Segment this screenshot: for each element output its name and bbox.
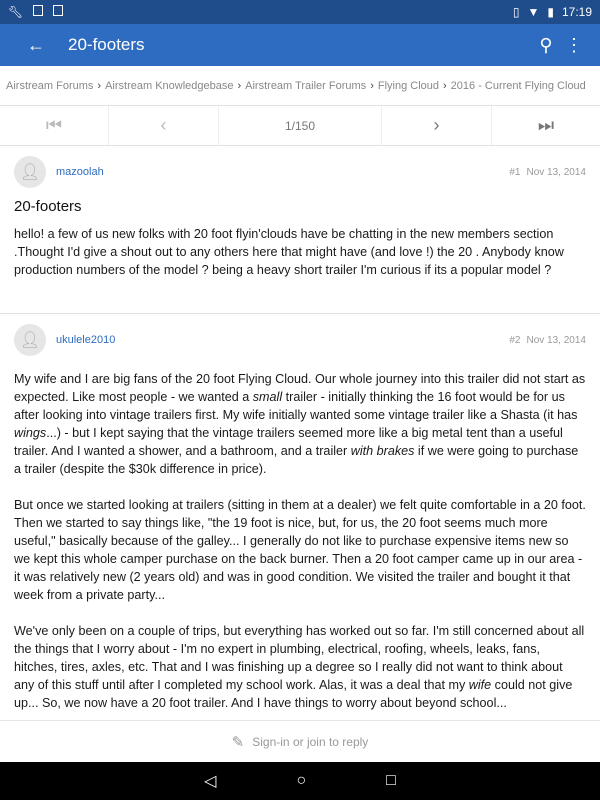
next-page-button[interactable] (382, 106, 492, 145)
breadcrumb-item[interactable]: Airstream Trailer Forums (245, 79, 367, 92)
page-indicator: 1/150 (284, 118, 316, 133)
image-icon (33, 5, 43, 16)
avatar[interactable]: 👤︎ (14, 324, 46, 356)
breadcrumb-item[interactable]: 2016 - Current Flying Cloud (450, 79, 586, 92)
first-page-button[interactable] (0, 106, 109, 145)
reply-bar[interactable] (0, 720, 600, 762)
pencil-icon: ✎ (231, 733, 245, 751)
text-segment: ...) - but I kept saying that the vintage trailers seemed more like a big metal tent than a useful trailer. And I wanted a shower, and a bathroom, and a trailer (14, 426, 563, 458)
text-segment: But once we started looking at trailers (sitting in them at a dealer) we felt quite comfortable in a 20 foot. Then we started to say things like, "the 19 foot is nice, but, for us, the 20 foot seems much more useful," basically because of the galley... I generally do not like to purchase expensive items new so we kept this whole camper purchase on the back burner. Then a 20 foot camper came up in our area - it was relatively new (2 years old) and was in good condition. We visited the trailer and bought it that week from a private party... (14, 498, 586, 602)
post-paragraph (14, 370, 586, 478)
home-icon[interactable]: ○ (296, 772, 307, 789)
avatar[interactable]: 👤︎ (14, 156, 46, 188)
page-title: 20-footers (68, 35, 145, 54)
more-options-icon[interactable]: ⋮ (565, 34, 583, 55)
first-page-icon: ⏮︎ (45, 115, 63, 135)
chevron-left-icon: ‹ (160, 115, 167, 135)
app-toolbar (0, 24, 600, 66)
text-segment: My wife and I are big fans of the 20 foot Flying Cloud. Our whole journey into this trailer did not start as expected. Like most people - we wanted a (14, 372, 586, 404)
download-icon (53, 5, 63, 16)
status-bar (0, 0, 600, 24)
text-segment: hello! a few of us new folks with 20 foot flyin'clouds have be chatting in the new members section .Thought I'd give a shout out to any others here that might have (and love !) the 20 . Anybody know production numbers of the model ? being a heavy short trailer I'm curious if its a popular model ? (14, 227, 564, 277)
post-list (0, 146, 600, 731)
recents-icon[interactable]: □ (386, 772, 396, 789)
post-paragraph (14, 622, 586, 712)
post-title: 20-footers (14, 198, 82, 215)
prev-page-button[interactable] (109, 106, 219, 145)
reply-label: Sign-in or join to reply (252, 734, 369, 749)
username[interactable]: ukulele2010 (56, 334, 116, 346)
post-body (14, 225, 586, 279)
breadcrumb (0, 66, 600, 106)
pager (0, 106, 600, 146)
last-page-button[interactable] (492, 106, 600, 145)
vibrate-icon: ▯ (512, 5, 520, 19)
text-segment: small (252, 390, 283, 404)
page-selector[interactable] (219, 106, 382, 145)
post-number[interactable]: #1 (509, 166, 521, 178)
back-icon[interactable]: ◁ (204, 773, 217, 790)
breadcrumb-item[interactable]: Airstream Knowledgebase (105, 79, 234, 92)
clock: 17:19 (561, 5, 592, 19)
chevron-right-icon: › (370, 79, 374, 92)
post-date: Nov 13, 2014 (526, 166, 586, 178)
text-segment: if we were going to purchase a trailer (despite the $30k difference in price). (14, 444, 579, 476)
chevron-right-icon: › (433, 115, 440, 135)
post (0, 314, 600, 731)
post-paragraph (14, 225, 586, 279)
back-arrow-icon[interactable]: ← (27, 34, 45, 55)
text-segment: wife (468, 678, 492, 692)
chevron-right-icon: › (443, 79, 447, 92)
text-segment: with brakes (350, 444, 415, 458)
battery-icon: ▮ (547, 5, 554, 19)
breadcrumb-item[interactable]: Airstream Forums (6, 79, 94, 92)
post-number[interactable]: #2 (509, 334, 521, 346)
chevron-right-icon: › (237, 79, 242, 92)
breadcrumb-item[interactable]: Flying Cloud (377, 79, 439, 92)
wrench-icon: 🔧︎ (8, 5, 24, 19)
search-icon[interactable]: ⚲ (539, 34, 553, 55)
text-segment: trailer - initially thinking the 16 foot would be for us after looking into vintage trailers first. My wife initially wanted some vintage trailer like a Shasta (it has (14, 390, 578, 422)
chevron-right-icon: › (97, 79, 102, 92)
text-segment: We've only been on a couple of trips, but everything has worked out so far. I'm still concerned about all the things that I worry about - I'm no expert in plumbing, electrical, roofing, wheels, leaks, fans, hitches, tires, axles, etc. That and I was finishing up a degree so I really did not want to think about any of this stuff until after I completed my school work. Alas, it was a deal that my (14, 624, 585, 692)
text-segment: could not give up... So, we now have a 20 foot trailer. And I have things to worry about beyond school... (14, 678, 573, 710)
text-segment: wings (14, 426, 47, 440)
last-page-icon: ⏭︎ (537, 115, 555, 135)
post-date: Nov 13, 2014 (526, 334, 586, 346)
post-body (14, 370, 586, 712)
post-paragraph (14, 496, 586, 604)
navigation-bar (0, 762, 600, 800)
username[interactable]: mazoolah (56, 166, 104, 178)
post (0, 146, 600, 314)
wifi-icon: ▼ (527, 5, 540, 19)
